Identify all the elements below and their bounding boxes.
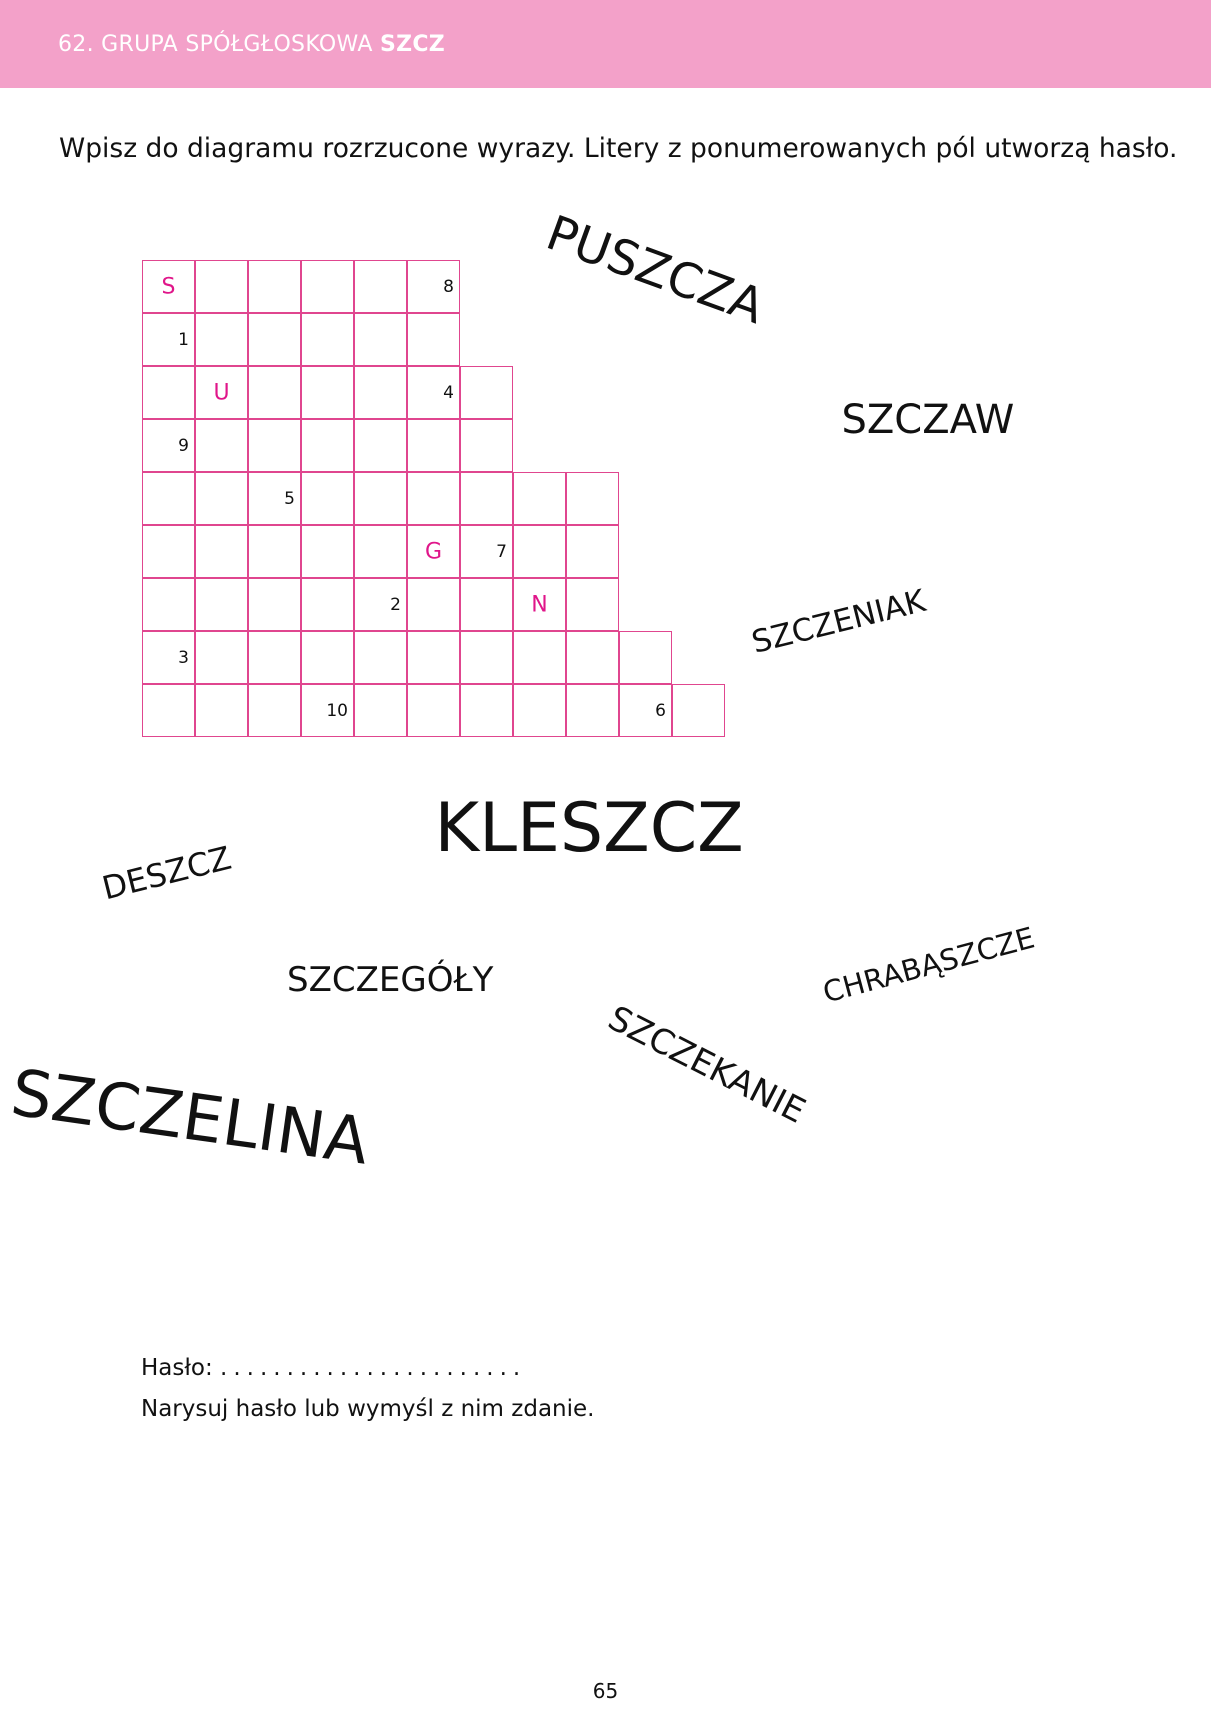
crossword-cell[interactable] xyxy=(248,419,301,472)
crossword-cell[interactable] xyxy=(566,525,619,578)
crossword-cell[interactable] xyxy=(407,419,460,472)
cell-letter: N xyxy=(531,592,548,617)
crossword-cell[interactable] xyxy=(513,472,566,525)
crossword-cell[interactable] xyxy=(354,313,407,366)
crossword-cell[interactable] xyxy=(301,578,354,631)
crossword-cell[interactable] xyxy=(195,525,248,578)
crossword-cell[interactable] xyxy=(513,631,566,684)
crossword-cell[interactable] xyxy=(195,313,248,366)
crossword-cell[interactable] xyxy=(248,578,301,631)
word-chrabaszcze: CHRABĄSZCZE xyxy=(818,920,1038,1010)
cell-number: 9 xyxy=(178,435,189,456)
crossword-cell[interactable] xyxy=(301,366,354,419)
crossword-cell[interactable] xyxy=(460,578,513,631)
crossword-cell[interactable] xyxy=(566,472,619,525)
cell-number: 1 xyxy=(178,329,189,350)
crossword-cell[interactable] xyxy=(301,684,354,737)
crossword-cell[interactable] xyxy=(619,631,672,684)
crossword-cell[interactable] xyxy=(407,366,460,419)
crossword-cell[interactable] xyxy=(301,313,354,366)
crossword-cell[interactable] xyxy=(195,419,248,472)
crossword-cell[interactable] xyxy=(301,260,354,313)
word-szczekanie: SZCZEKANIE xyxy=(601,998,812,1132)
crossword-cell[interactable] xyxy=(142,419,195,472)
page-number: 65 xyxy=(592,1679,619,1703)
answer-line xyxy=(141,1355,526,1381)
answer-label: Hasło: xyxy=(141,1355,213,1381)
word-szczegoly: SZCZEGÓŁY xyxy=(287,960,494,1000)
crossword-cell[interactable] xyxy=(354,525,407,578)
crossword-cell[interactable] xyxy=(301,631,354,684)
crossword-cell[interactable] xyxy=(248,472,301,525)
crossword-cell[interactable] xyxy=(142,631,195,684)
cell-letter: U xyxy=(213,380,230,405)
cell-number: 6 xyxy=(655,700,666,721)
crossword-cell[interactable] xyxy=(354,684,407,737)
crossword-cell[interactable] xyxy=(460,631,513,684)
cell-number: 10 xyxy=(326,700,348,721)
crossword-cell[interactable] xyxy=(301,419,354,472)
crossword-cell[interactable] xyxy=(195,578,248,631)
crossword-cell[interactable] xyxy=(407,525,460,578)
crossword-cell[interactable] xyxy=(460,472,513,525)
word-szczelina: SZCZELINA xyxy=(6,1056,374,1180)
answer-dots: ....................... xyxy=(220,1355,527,1381)
crossword-cell[interactable] xyxy=(354,366,407,419)
crossword-cell[interactable] xyxy=(566,684,619,737)
crossword-cell[interactable] xyxy=(566,631,619,684)
drawing-task-text: Narysuj hasło lub wymyśl z nim zdanie. xyxy=(141,1396,595,1422)
cell-letter: G xyxy=(424,539,443,564)
crossword-cell[interactable] xyxy=(513,684,566,737)
word-szczeniak: SZCZENIAK xyxy=(747,583,929,661)
cell-letter: S xyxy=(161,274,176,299)
page-header xyxy=(0,0,1211,88)
chapter-title-bold: SZCZ xyxy=(379,32,446,57)
crossword-cell[interactable] xyxy=(195,472,248,525)
crossword-cell[interactable] xyxy=(354,578,407,631)
cell-number: 2 xyxy=(390,594,401,615)
crossword-cell[interactable] xyxy=(195,366,248,419)
crossword-cell[interactable] xyxy=(195,684,248,737)
crossword-cell[interactable] xyxy=(142,578,195,631)
word-kleszcz: KLESZCZ xyxy=(434,788,744,868)
crossword-cell[interactable] xyxy=(354,472,407,525)
crossword-cell[interactable] xyxy=(354,260,407,313)
crossword-cell[interactable] xyxy=(513,525,566,578)
chapter-title: 62. GRUPA SPÓŁGŁOSKOWA SZCZ xyxy=(58,32,446,57)
crossword-cell[interactable] xyxy=(142,684,195,737)
crossword-cell[interactable] xyxy=(142,260,195,313)
crossword-cell[interactable] xyxy=(407,684,460,737)
crossword-cell[interactable] xyxy=(248,525,301,578)
cell-number: 7 xyxy=(496,541,507,562)
crossword-cell[interactable] xyxy=(460,419,513,472)
crossword-cell[interactable] xyxy=(407,313,460,366)
crossword-cell[interactable] xyxy=(195,631,248,684)
crossword-cell[interactable] xyxy=(354,631,407,684)
crossword-cell[interactable] xyxy=(248,366,301,419)
crossword-cell[interactable] xyxy=(195,260,248,313)
crossword-cell[interactable] xyxy=(142,472,195,525)
crossword-cell[interactable] xyxy=(248,260,301,313)
cell-number: 4 xyxy=(443,382,454,403)
crossword-cell[interactable] xyxy=(460,525,513,578)
crossword-cell[interactable] xyxy=(301,525,354,578)
crossword-cell[interactable] xyxy=(248,684,301,737)
crossword-cell[interactable] xyxy=(460,684,513,737)
crossword-cell[interactable] xyxy=(248,631,301,684)
cell-number: 5 xyxy=(284,488,295,509)
crossword-cell[interactable] xyxy=(513,578,566,631)
crossword-cell[interactable] xyxy=(354,419,407,472)
word-deszcz: DESZCZ xyxy=(97,838,235,908)
word-szczaw: SZCZAW xyxy=(841,397,1015,443)
crossword-cell[interactable] xyxy=(619,684,672,737)
crossword-cell[interactable] xyxy=(142,313,195,366)
crossword-cell[interactable] xyxy=(460,366,513,419)
crossword-cell[interactable] xyxy=(142,366,195,419)
instruction-text: Wpisz do diagramu rozrzucone wyrazy. Litery z ponumerowanych pól utworzą hasło. xyxy=(59,133,1178,164)
crossword-cell[interactable] xyxy=(407,578,460,631)
cell-number: 8 xyxy=(443,276,454,297)
crossword-cell[interactable] xyxy=(142,525,195,578)
crossword-cell[interactable] xyxy=(248,313,301,366)
word-puszcza: PUSZCZA xyxy=(538,204,771,336)
cell-number: 3 xyxy=(178,647,189,668)
crossword-cell[interactable] xyxy=(407,472,460,525)
crossword-cell[interactable] xyxy=(407,260,460,313)
crossword-cell[interactable] xyxy=(672,684,725,737)
crossword-cell[interactable] xyxy=(301,472,354,525)
crossword-cell[interactable] xyxy=(566,578,619,631)
crossword-cell[interactable] xyxy=(407,631,460,684)
